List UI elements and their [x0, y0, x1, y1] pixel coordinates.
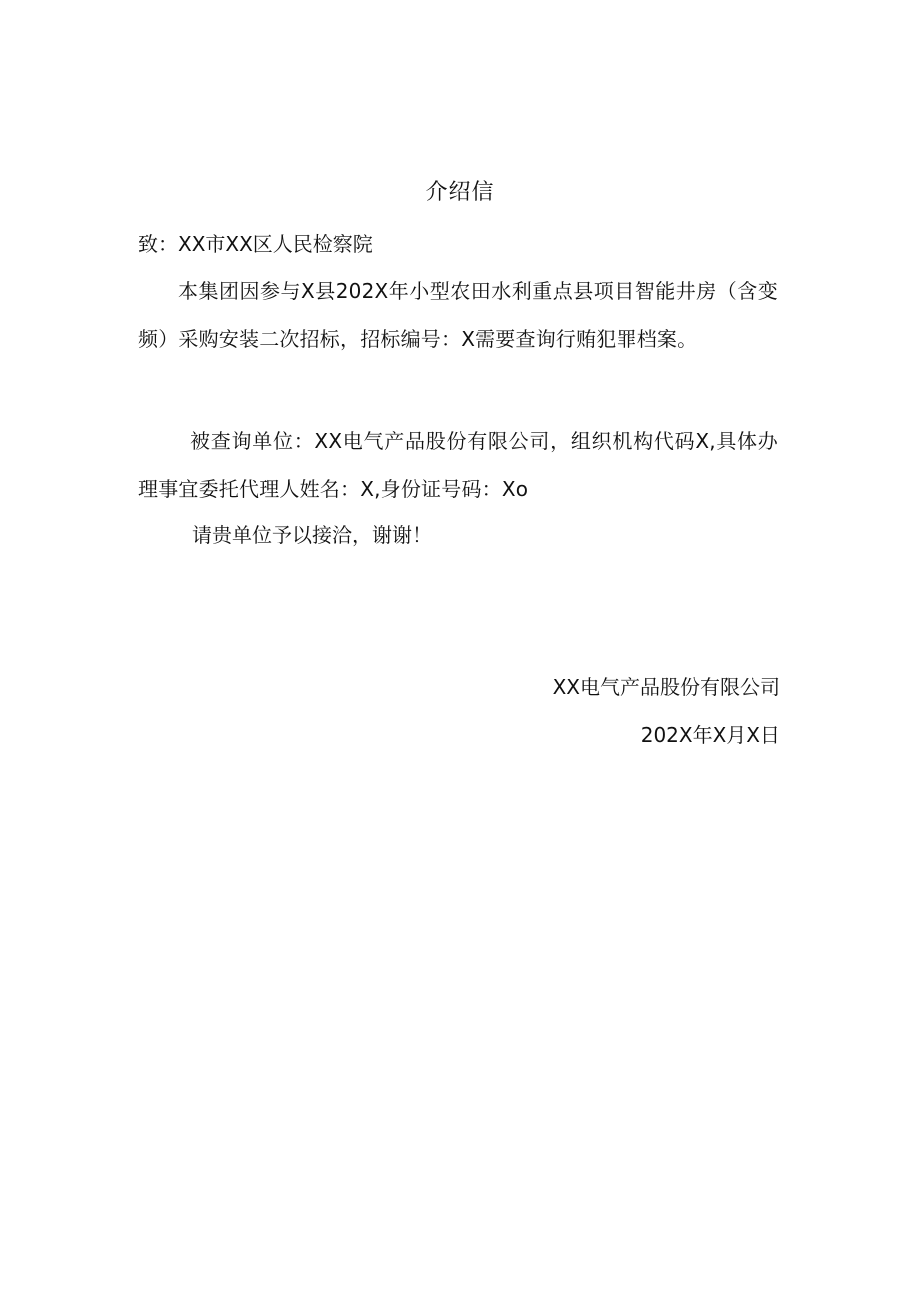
closing-line: 请贵单位予以接洽，谢谢！ — [192, 523, 432, 547]
letter-title: 介绍信 — [425, 180, 495, 205]
paragraph-query-details: 被查询单位：XX电气产品股份有限公司，组织机构代码X,具体办理事宜委托代理人姓名：X,身份证号码：Xo — [138, 429, 778, 501]
signature-company: XX电气产品股份有限公司 — [552, 675, 780, 699]
signature-date: 202X年X月X日 — [640, 723, 780, 747]
paragraph-query-purpose: 本集团因参与X县202X年小型农田水利重点县项目智能井房（含变频）采购安装二次招标，招标编号：X需要查询行贿犯罪档案。 — [138, 279, 778, 351]
recipient-line: 致：XX市XX区人民检察院 — [138, 232, 373, 256]
